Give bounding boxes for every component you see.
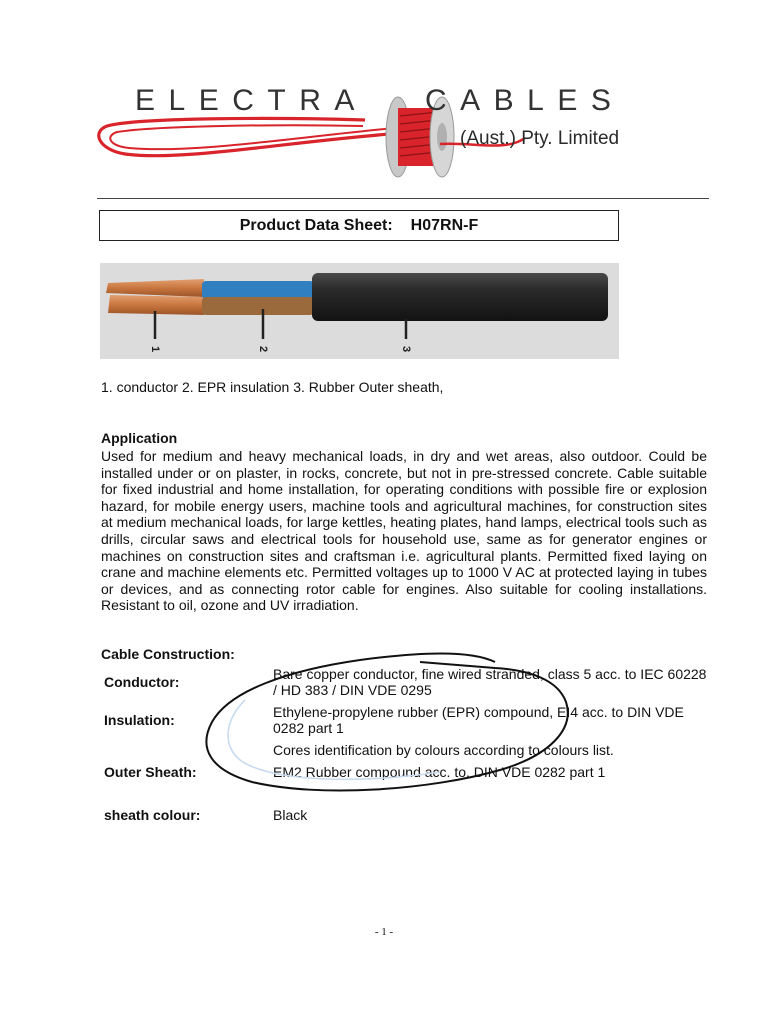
application-text: Used for medium and heavy mechanical loads, in dry and wet areas, also outdoor. Could be installed under or on plaster, in rocks, concrete, but not in pre-stressed concrete. Cable suitable for fixed industrial and home installation, for operating conditions with possible fire or explosion hazard, for mobile energy users, machine tools and agricultural machines, for construction sites at medium mechanical loads, for large kettles, heating plates, hand lamps, electrical tools such as drills, circular saws and electrical tools for household use, same as for generator engines or machines on construction sites and craftsman i.e. agricultural plants. Permitted fixed laying on crane and machine elements etc. Permitted voltages up to 1000 V AC at protected laying in tubes or devices, and as connecting rotor cable for engines. Also suitable for cooling installations. Resistant to oil, ozone and UV irradiation. xyxy=(101,448,707,614)
outer-sheath-value: EM2 Rubber compound acc. to. DIN VDE 0282 part 1 xyxy=(273,764,606,780)
logo-subtitle: (Aust.) Pty. Limited xyxy=(460,128,620,149)
application-heading: Application xyxy=(101,430,178,446)
company-logo xyxy=(95,82,655,187)
logo-word-electra: ELECTRA xyxy=(135,84,368,117)
marker-2: 2 xyxy=(257,345,270,353)
insulation-value: Ethylene-propylene rubber (EPR) compound, EI4 acc. to DIN VDE 0282 part 1 xyxy=(273,704,684,736)
cable-caption: 1. conductor 2. EPR insulation 3. Rubber Outer sheath, xyxy=(101,379,444,395)
conductor-label: Conductor: xyxy=(104,674,180,690)
insulation-label: Insulation: xyxy=(104,712,175,728)
product-code: H07RN-F xyxy=(410,216,479,234)
page-number: - 1 - xyxy=(374,926,394,938)
marker-1: 1 xyxy=(149,345,162,353)
conductor-value: Bare copper conductor, fine wired stranded, class 5 acc. to IEC 60228 / HD 383 / DIN VDE 0295 xyxy=(273,666,707,698)
marker-3: 3 xyxy=(400,345,413,353)
cable-photo xyxy=(100,263,619,359)
sheath-colour-value: Black xyxy=(273,807,308,823)
title-box xyxy=(99,210,619,241)
sheath-colour-label: sheath colour: xyxy=(104,807,201,823)
header-divider xyxy=(97,198,709,199)
logo-word-cables: CABLES xyxy=(425,84,625,117)
outer-sheath-label: Outer Sheath: xyxy=(104,764,197,780)
construction-heading: Cable Construction: xyxy=(101,646,235,662)
cores-identification: Cores identification by colours according to colours list. xyxy=(273,742,614,758)
title-label: Product Data Sheet: xyxy=(239,216,393,234)
